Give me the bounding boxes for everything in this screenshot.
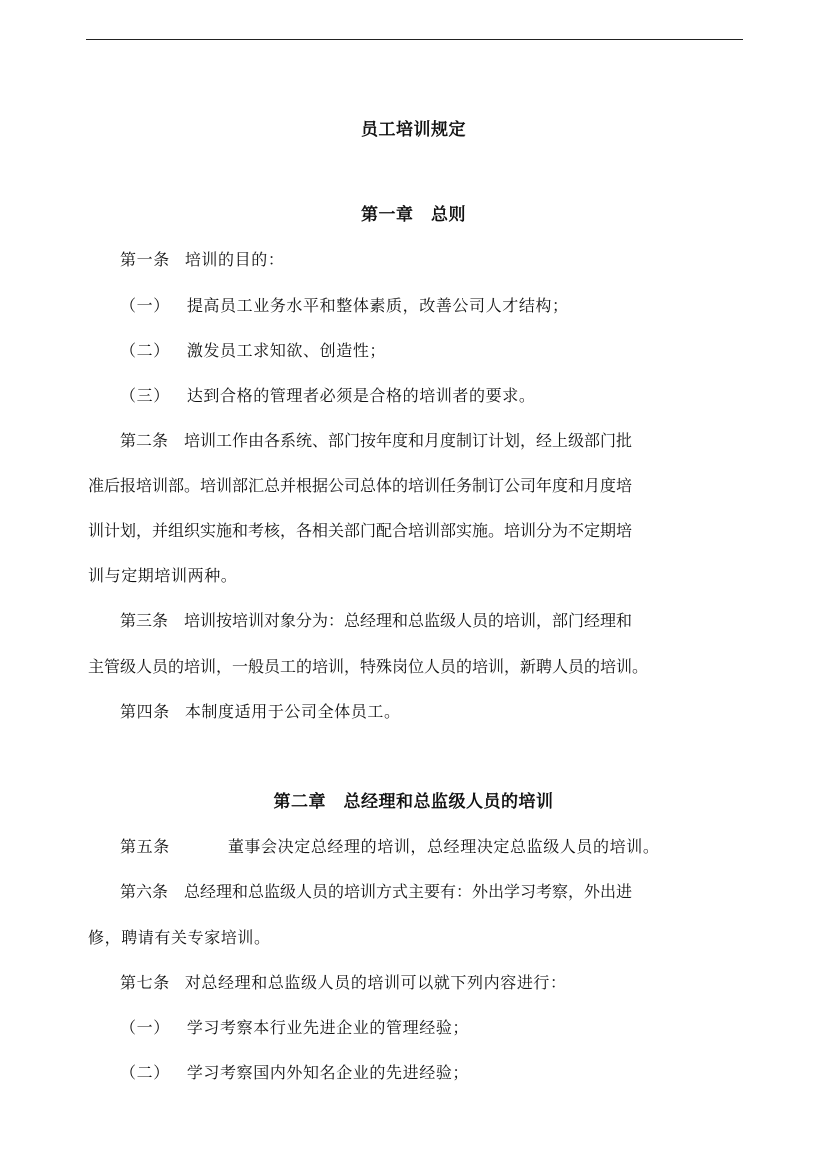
ch2-item-1 [120, 1018, 469, 1038]
article-5-text: 董事会决定总经理的培训，总经理决定总监级人员的培训。 [227, 837, 660, 856]
ch1-item-1 [120, 296, 569, 316]
header-rule [86, 39, 743, 40]
ch2-item-1-num: （一） [120, 1018, 170, 1037]
article-4 [120, 702, 401, 722]
article-3-line-1: 第三条 培训按培训对象分为：总经理和总监级人员的培训，部门经理和 [120, 611, 633, 630]
document-title: 员工培训规定 [361, 120, 466, 140]
article-5-label: 第五条 [120, 837, 170, 856]
article-7 [120, 973, 567, 993]
article-5 [120, 837, 659, 857]
article-4-text: 本制度适用于公司全体员工。 [184, 702, 401, 721]
ch1-item-2-text: 激发员工求知欲、创造性； [186, 341, 387, 360]
ch1-item-3 [120, 386, 535, 406]
chapter-1-heading: 第一章 总则 [361, 205, 466, 225]
article-4-label: 第四条 [120, 702, 170, 721]
article-1 [120, 250, 284, 270]
article-6-line-2: 修，聘请有关专家培训。 [88, 928, 271, 947]
ch1-item-2 [120, 341, 386, 361]
ch2-item-1-text: 学习考察本行业先进企业的管理经验； [186, 1018, 470, 1037]
ch1-item-1-text: 提高员工业务水平和整体素质，改善公司人才结构； [186, 296, 569, 315]
article-2-line-2: 准后报培训部。培训部汇总并根据公司总体的培训任务制订公司年度和月度培 [88, 476, 633, 495]
article-1-text: 培训的目的： [184, 250, 285, 269]
article-7-label: 第七条 [120, 973, 170, 992]
ch2-item-2-text: 学习考察国内外知名企业的先进经验； [186, 1063, 470, 1082]
article-3-line-2: 主管级人员的培训，一般员工的培训，特殊岗位人员的培训，新聘人员的培训。 [88, 657, 649, 676]
article-6-line-1: 第六条 总经理和总监级人员的培训方式主要有：外出学习考察，外出进 [120, 882, 633, 901]
ch1-item-2-num: （二） [120, 341, 170, 360]
article-2-line-3: 训计划，并组织实施和考核，各相关部门配合培训部实施。培训分为不定期培 [88, 521, 633, 540]
ch1-item-1-num: （一） [120, 296, 170, 315]
ch1-item-3-num: （三） [120, 386, 170, 405]
chapter-2-heading: 第二章 总经理和总监级人员的培训 [273, 792, 554, 812]
ch1-item-3-text: 达到合格的管理者必须是合格的培训者的要求。 [186, 386, 536, 405]
article-1-label: 第一条 [120, 250, 170, 269]
article-7-text: 对总经理和总监级人员的培训可以就下列内容进行： [184, 973, 567, 992]
ch2-item-2-num: （二） [120, 1063, 170, 1082]
ch2-item-2 [120, 1063, 469, 1083]
article-2-line-4: 训与定期培训两种。 [88, 566, 238, 585]
article-2-line-1: 第二条 培训工作由各系统、部门按年度和月度制订计划，经上级部门批 [120, 431, 633, 450]
